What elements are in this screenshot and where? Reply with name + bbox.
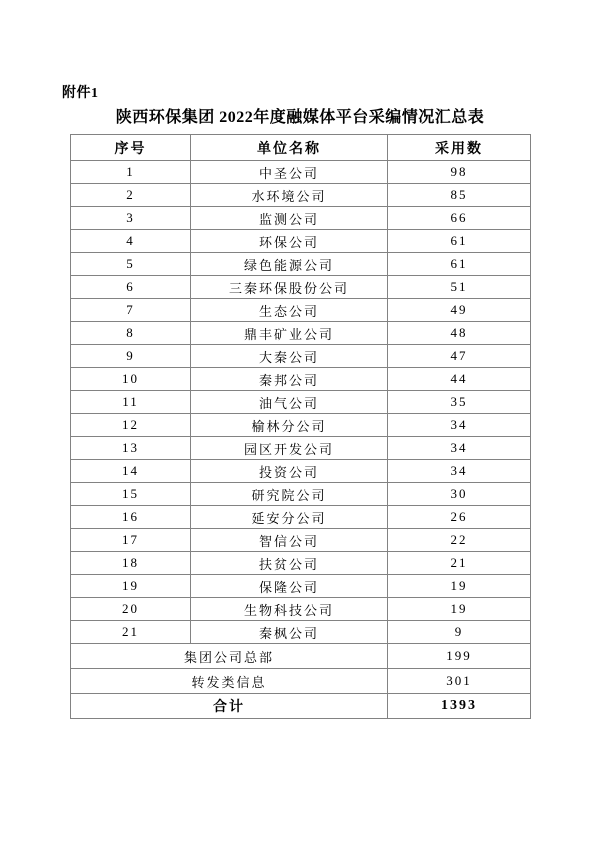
serial-cell: 15 <box>71 483 191 506</box>
serial-cell: 17 <box>71 529 191 552</box>
serial-cell: 4 <box>71 230 191 253</box>
count-cell: 66 <box>388 207 531 230</box>
serial-cell: 8 <box>71 322 191 345</box>
table-row <box>71 391 531 414</box>
unit-name-cell: 投资公司 <box>191 460 388 483</box>
summary-value-cell: 199 <box>388 644 531 669</box>
count-cell: 85 <box>388 184 531 207</box>
table-row <box>71 207 531 230</box>
table-row <box>71 552 531 575</box>
unit-name-cell: 油气公司 <box>191 391 388 414</box>
table-row <box>71 598 531 621</box>
unit-name-cell: 环保公司 <box>191 230 388 253</box>
summary-row-total <box>71 694 531 719</box>
unit-name-cell: 秦邦公司 <box>191 368 388 391</box>
serial-cell: 19 <box>71 575 191 598</box>
summary-label-cell: 集团公司总部 <box>71 644 388 669</box>
serial-cell: 1 <box>71 161 191 184</box>
count-cell: 34 <box>388 437 531 460</box>
unit-name-cell: 水环境公司 <box>191 184 388 207</box>
count-cell: 44 <box>388 368 531 391</box>
count-cell: 19 <box>388 575 531 598</box>
count-cell: 9 <box>388 621 531 644</box>
serial-cell: 10 <box>71 368 191 391</box>
serial-cell: 16 <box>71 506 191 529</box>
table-row <box>71 529 531 552</box>
unit-name-cell: 监测公司 <box>191 207 388 230</box>
serial-cell: 21 <box>71 621 191 644</box>
count-cell: 98 <box>388 161 531 184</box>
unit-name-cell: 绿色能源公司 <box>191 253 388 276</box>
unit-name-cell: 生物科技公司 <box>191 598 388 621</box>
table-row <box>71 345 531 368</box>
table-row <box>71 299 531 322</box>
header-cell-unit-name: 单位名称 <box>191 135 388 161</box>
count-cell: 61 <box>388 230 531 253</box>
count-cell: 19 <box>388 598 531 621</box>
table-row <box>71 575 531 598</box>
unit-name-cell: 延安分公司 <box>191 506 388 529</box>
serial-cell: 12 <box>71 414 191 437</box>
total-label-cell: 合计 <box>71 694 388 719</box>
unit-name-cell: 中圣公司 <box>191 161 388 184</box>
total-value-cell: 1393 <box>388 694 531 719</box>
serial-cell: 3 <box>71 207 191 230</box>
count-cell: 22 <box>388 529 531 552</box>
unit-name-cell: 三秦环保股份公司 <box>191 276 388 299</box>
table-row <box>71 460 531 483</box>
summary-table <box>70 134 531 719</box>
serial-cell: 11 <box>71 391 191 414</box>
table-row <box>71 621 531 644</box>
table-row <box>71 506 531 529</box>
attachment-label: 附件1 <box>62 86 99 101</box>
unit-name-cell: 大秦公司 <box>191 345 388 368</box>
count-cell: 35 <box>388 391 531 414</box>
table-footer <box>71 644 531 719</box>
serial-cell: 18 <box>71 552 191 575</box>
unit-name-cell: 扶贫公司 <box>191 552 388 575</box>
unit-name-cell: 生态公司 <box>191 299 388 322</box>
count-cell: 51 <box>388 276 531 299</box>
count-cell: 61 <box>388 253 531 276</box>
table-header <box>71 135 531 161</box>
table-row <box>71 161 531 184</box>
table-row <box>71 253 531 276</box>
summary-row-forwarded <box>71 669 531 694</box>
serial-cell: 5 <box>71 253 191 276</box>
count-cell: 48 <box>388 322 531 345</box>
table-row <box>71 322 531 345</box>
count-cell: 49 <box>388 299 531 322</box>
table-row <box>71 414 531 437</box>
count-cell: 30 <box>388 483 531 506</box>
unit-name-cell: 秦枫公司 <box>191 621 388 644</box>
table-row <box>71 230 531 253</box>
header-cell-count: 采用数 <box>388 135 531 161</box>
table-row <box>71 437 531 460</box>
table-row <box>71 483 531 506</box>
serial-cell: 7 <box>71 299 191 322</box>
count-cell: 47 <box>388 345 531 368</box>
serial-cell: 9 <box>71 345 191 368</box>
count-cell: 21 <box>388 552 531 575</box>
table-row <box>71 368 531 391</box>
table-header-row <box>71 135 531 161</box>
unit-name-cell: 保隆公司 <box>191 575 388 598</box>
unit-name-cell: 园区开发公司 <box>191 437 388 460</box>
unit-name-cell: 榆林分公司 <box>191 414 388 437</box>
table-body <box>71 161 531 644</box>
serial-cell: 2 <box>71 184 191 207</box>
table-row <box>71 184 531 207</box>
summary-label-cell: 转发类信息 <box>71 669 388 694</box>
unit-name-cell: 智信公司 <box>191 529 388 552</box>
serial-cell: 6 <box>71 276 191 299</box>
unit-name-cell: 鼎丰矿业公司 <box>191 322 388 345</box>
header-cell-serial: 序号 <box>71 135 191 161</box>
count-cell: 34 <box>388 414 531 437</box>
serial-cell: 20 <box>71 598 191 621</box>
serial-cell: 13 <box>71 437 191 460</box>
summary-row-headquarters <box>71 644 531 669</box>
count-cell: 26 <box>388 506 531 529</box>
summary-value-cell: 301 <box>388 669 531 694</box>
serial-cell: 14 <box>71 460 191 483</box>
table-row <box>71 276 531 299</box>
count-cell: 34 <box>388 460 531 483</box>
unit-name-cell: 研究院公司 <box>191 483 388 506</box>
document-title: 陕西环保集团 2022年度融媒体平台采编情况汇总表 <box>115 109 485 126</box>
